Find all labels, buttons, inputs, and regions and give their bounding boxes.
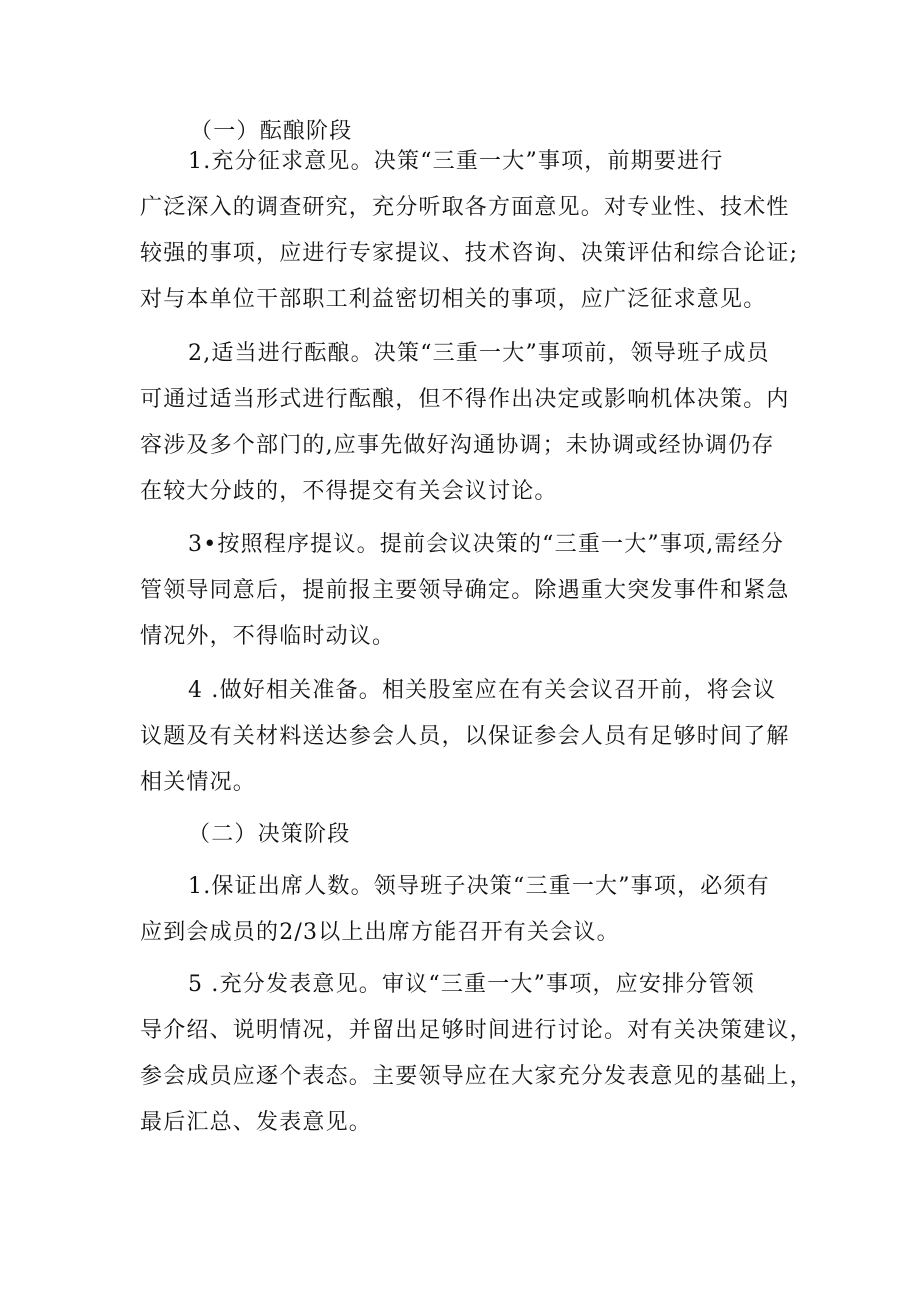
paragraph-line: 应到会成员的2/3以上出席方能召开有关会议。 [140,920,620,945]
paragraph-line: 广泛深入的调查研究，充分听取各方面意见。对专业性、技术性 [140,195,790,220]
section-heading-decision: （二）决策阶段 [188,822,351,847]
paragraph-line: 较强的事项，应进行专家提议、技术咨询、决策评估和综合论证; [140,241,799,266]
paragraph-line: 3•按照程序提议。提前会议决策的“三重一大”事项,需经分 [188,532,785,557]
paragraph-line: 参会成员应逐个表态。主要领导应在大家充分发表意见的基础上， [140,1064,813,1089]
paragraph-line: 4 .做好相关准备。相关股室应在有关会议召开前，将会议 [188,678,777,703]
paragraph-line: 导介绍、说明情况，并留出足够时间进行讨论。对有关决策建议， [140,1018,813,1043]
paragraph-line: 最后汇总、发表意见。 [140,1110,373,1135]
paragraph-line: 容涉及多个部门的,应事先做好沟通协调；未协调或经协调仍存 [140,433,775,458]
paragraph-line: 对与本单位干部职工利益密切相关的事项，应广泛征求意见。 [140,287,767,312]
paragraph-line: 可通过适当形式进行酝酿，但不得作出决定或影响机体决策。内 [140,387,790,412]
paragraph-line: 在较大分歧的，不得提交有关会议讨论。 [140,479,558,504]
paragraph-line: 1.充分征求意见。决策“三重一大”事项，前期要进行 [188,149,724,174]
paragraph-line: 情况外，不得临时动议。 [140,624,396,649]
paragraph-line: 5 .充分发表意见。审议“三重一大”事项，应安排分管领 [188,972,755,997]
paragraph-line: 1.保证出席人数。领导班子决策“三重一大”事项，必须有 [188,874,770,899]
paragraph-line: 相关情况。 [140,770,257,795]
paragraph-line: 议题及有关材料送达参会人员，以保证参会人员有足够时间了解 [140,724,790,749]
paragraph-line: 2,适当进行酝酿。决策“三重一大”事项前，领导班子成员 [188,341,770,366]
section-heading-brewing: （一）酝酿阶段 [190,119,353,144]
paragraph-line: 管领导同意后，提前报主要领导确定。除遇重大突发事件和紧急 [140,578,790,603]
